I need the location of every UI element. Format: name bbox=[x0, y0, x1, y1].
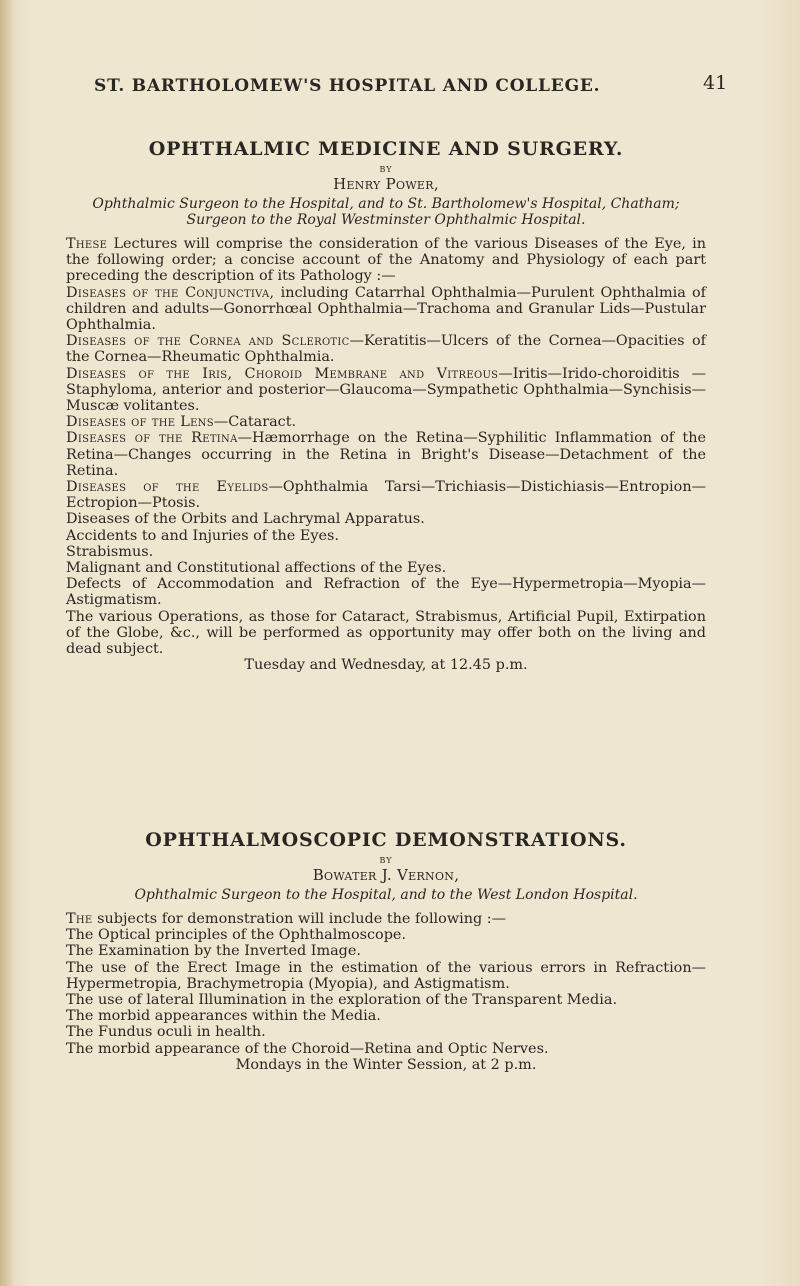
list-item bbox=[66, 479, 706, 511]
section-title: OPHTHALMIC MEDICINE AND SURGERY. bbox=[148, 138, 624, 160]
item-lead: Diseases of the Eyelids bbox=[66, 479, 269, 496]
section-ophthalmoscopic-demonstrations bbox=[66, 829, 706, 1073]
lecture-body bbox=[66, 236, 706, 673]
item-text: —Keratitis—Ulcers of the Cornea—Opacities of the Cornea—Rheumatic Ophthalmia. bbox=[66, 333, 706, 366]
item-text: Malignant and Constitutional affections of the Eyes. bbox=[66, 560, 447, 577]
list-item bbox=[66, 528, 706, 544]
list-item: The Examination by the Inverted Image. bbox=[66, 943, 361, 960]
item-lead: Diseases of the Conjunctiva, bbox=[66, 284, 275, 301]
list-item bbox=[66, 576, 706, 608]
intro-lead: These bbox=[66, 236, 108, 252]
list-item: The use of the Erect Image in the estimation of the various errors in Refraction—Hypermetropia, Brachymetropia (Myopia), and Astigmatism. bbox=[66, 959, 706, 992]
schedule-line: Mondays in the Winter Session, at 2 p.m. bbox=[235, 1056, 537, 1073]
list-item bbox=[66, 333, 706, 365]
intro-paragraph bbox=[66, 911, 706, 927]
author-name: Henry Power, bbox=[333, 175, 439, 193]
list-item: The morbid appearances within the Media. bbox=[66, 1008, 381, 1025]
demonstration-body bbox=[66, 911, 706, 1073]
list-item: The use of lateral Illumination in the exploration of the Transparent Media. bbox=[66, 992, 618, 1009]
list-item bbox=[66, 609, 706, 658]
list-item bbox=[66, 414, 706, 430]
list-item: The Fundus oculi in health. bbox=[66, 1024, 266, 1041]
list-item: The Optical principles of the Ophthalmoscope. bbox=[66, 927, 407, 944]
item-text: Defects of Accommodation and Refraction of the Eye—Hypermetropia—Myopia—Astigmatism. bbox=[66, 576, 706, 609]
list-item bbox=[66, 366, 706, 415]
by-line: BY bbox=[379, 165, 393, 174]
item-text: —Iritis—Irido-choroiditis — Staphyloma, anterior and posterior—Glaucoma—Sympathetic Ophthalmia—Synchisis—Muscæ volitantes. bbox=[66, 365, 706, 415]
page-edge-shadow bbox=[0, 0, 14, 1286]
list-item bbox=[66, 511, 706, 527]
author-name: Bowater J. Vernon, bbox=[312, 866, 460, 884]
item-lead: Diseases of the Iris, Choroid Membrane and Vitreous bbox=[66, 365, 499, 382]
page-number: 41 bbox=[703, 72, 728, 94]
intro-text: Lectures will comprise the consideration of the various Diseases of the Eye, in the following order; a concise account of the Anatomy and Physiology of each part preceding the description of its Pathology :— bbox=[66, 236, 706, 285]
section-ophthalmic-medicine bbox=[66, 138, 706, 673]
item-text: Strabismus. bbox=[66, 543, 154, 560]
item-lead: Diseases of the Retina bbox=[66, 430, 238, 447]
item-lead: Diseases of the Lens bbox=[66, 414, 214, 431]
item-text: —Ophthalmia Tarsi—Trichiasis—Distichiasis—Entropion—Ectropion—Ptosis. bbox=[66, 479, 706, 512]
item-text: The various Operations, as those for Cataract, Strabismus, Artificial Pupil, Extirpation of the Globe, &c., will be performed as opportunity may offer both on the living and dead subject. bbox=[66, 608, 706, 658]
item-text: including Catarrhal Ophthalmia—Purulent Ophthalmia of children and adults—Gonorrhœal Ophthalmia—Trachoma and Granular Lids—Pustular Ophthalmia. bbox=[66, 284, 706, 334]
author-affiliation-2: Surgeon to the Royal Westminster Ophthalmic Hospital. bbox=[186, 212, 586, 228]
section-title: OPHTHALMOSCOPIC DEMONSTRATIONS. bbox=[145, 829, 627, 851]
list-item: The morbid appearance of the Choroid—Retina and Optic Nerves. bbox=[66, 1040, 549, 1057]
item-lead: Diseases of the Cornea and Sclerotic bbox=[66, 333, 350, 350]
item-text: Accidents to and Injuries of the Eyes. bbox=[66, 527, 339, 544]
list-item bbox=[66, 285, 706, 334]
list-item bbox=[66, 544, 706, 560]
author-affiliation: Ophthalmic Surgeon to the Hospital, and to the West London Hospital. bbox=[134, 887, 638, 903]
list-item bbox=[66, 560, 706, 576]
by-line: BY bbox=[379, 856, 393, 865]
item-text: Diseases of the Orbits and Lachrymal Apparatus. bbox=[66, 511, 425, 528]
list-item bbox=[66, 430, 706, 479]
author-affiliation: Ophthalmic Surgeon to the Hospital, and to St. Bartholomew's Hospital, Chatham; bbox=[92, 196, 680, 212]
item-text: —Hæmorrhage on the Retina—Syphilitic Inflammation of the Retina—Changes occurring in the Retina in Bright's Disease—Detachment of the Retina. bbox=[66, 430, 706, 479]
schedule-line: Tuesday and Wednesday, at 12.45 p.m. bbox=[244, 657, 528, 674]
intro-text: subjects for demonstration will include the following :— bbox=[92, 911, 507, 927]
item-text: —Cataract. bbox=[213, 414, 297, 431]
intro-lead: The bbox=[66, 911, 93, 927]
intro-paragraph bbox=[66, 236, 706, 285]
running-head: ST. BARTHOLOMEW'S HOSPITAL AND COLLEGE. bbox=[94, 76, 601, 96]
